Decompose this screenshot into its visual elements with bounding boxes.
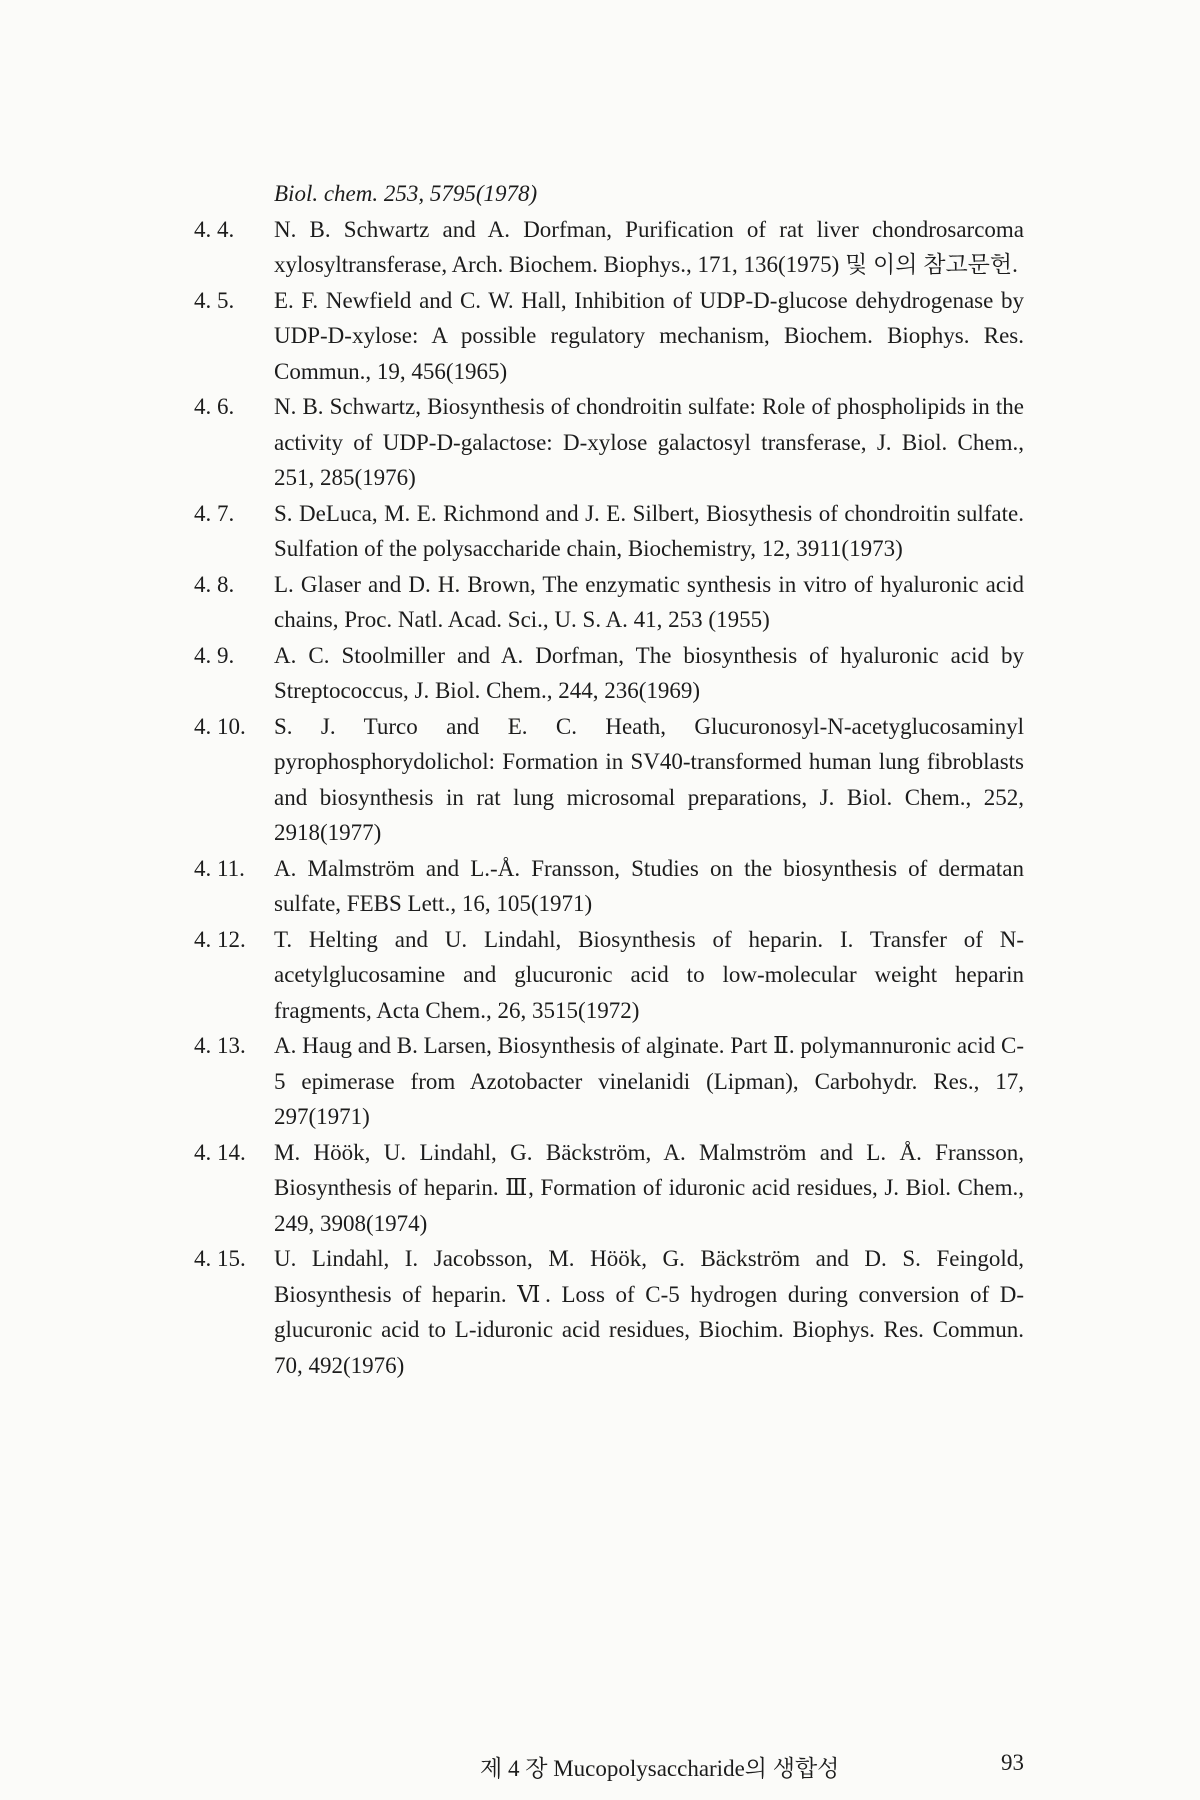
- reference-text: S. J. Turco and E. C. Heath, Glucuronosyl-N-acetyglucosaminyl pyrophosphorydolichol: Formation in SV40-transformed human lung fibroblasts and biosynthesis in rat lung microsomal preparations, J. Biol. Chem., 252, 2918(1977): [274, 713, 1024, 845]
- reference-item: [194, 1028, 1024, 1135]
- footer-title: Mucopolysaccharide의 생합성: [553, 1756, 840, 1781]
- reference-text: T. Helting and U. Lindahl, Biosynthesis of heparin. I. Transfer of N-acetylglucosamine and glucuronic acid to low-molecular weight heparin fragments, Acta Chem., 26, 3515(1972): [274, 926, 1024, 1023]
- reference-number: 4. 14.: [194, 1139, 246, 1165]
- reference-item: [194, 638, 1024, 709]
- reference-text: A. C. Stoolmiller and A. Dorfman, The biosynthesis of hyaluronic acid by Streptococcus, J. Biol. Chem., 244, 236(1969): [274, 642, 1024, 703]
- reference-number: 4. 11.: [194, 855, 245, 881]
- reference-text: L. Glaser and D. H. Brown, The enzymatic synthesis in vitro of hyaluronic acid chains, Proc. Natl. Acad. Sci., U. S. A. 41, 253 (1955): [274, 571, 1024, 632]
- reference-number: 4. 10.: [194, 713, 246, 739]
- reference-number: 4. 7.: [194, 500, 235, 526]
- reference-items: [194, 212, 1024, 1384]
- reference-item: [194, 851, 1024, 922]
- reference-item: [194, 1135, 1024, 1242]
- reference-item: [194, 567, 1024, 638]
- reference-text: U. Lindahl, I. Jacobsson, M. Höök, G. Bäckström and D. S. Feingold, Biosynthesis of heparin. Ⅵ. Loss of C-5 hydrogen during conversion of D-glucuronic acid to L-iduronic acid residues, Biochim. Biophys. Res. Commun. 70, 492(1976): [274, 1246, 1024, 1378]
- reference-item: [194, 389, 1024, 496]
- reference-number: 4. 9.: [194, 642, 235, 668]
- reference-text: S. DeLuca, M. E. Richmond and J. E. Silbert, Biosythesis of chondroitin sulfate. Sulfation of the polysaccharide chain, Biochemistry, 12, 3911(1973): [274, 500, 1024, 561]
- reference-continuation: Biol. chem. 253, 5795(1978): [274, 181, 538, 206]
- footer-chapter: 제 4 장: [480, 1756, 548, 1781]
- reference-item: [194, 212, 1024, 283]
- reference-number: 4. 4.: [194, 216, 235, 242]
- reference-text: A. Haug and B. Larsen, Biosynthesis of alginate. Part Ⅱ. polymannuronic acid C-5 epimerase from Azotobacter vinelanidi (Lipman), Carbohydr. Res., 17, 297(1971): [274, 1033, 1024, 1129]
- reference-list: [194, 176, 1024, 1383]
- reference-number: 4. 8.: [194, 571, 235, 597]
- reference-item: [194, 709, 1024, 851]
- reference-number: 4. 6.: [194, 394, 235, 419]
- reference-number: 4. 5.: [194, 287, 235, 313]
- reference-item: [194, 496, 1024, 567]
- reference-text: A. Malmström and L.-Å. Fransson, Studies on the biosynthesis of dermatan sulfate, FEBS Lett., 16, 105(1971): [274, 855, 1024, 916]
- reference-text: N. B. Schwartz and A. Dorfman, Purification of rat liver chondrosarcoma xylosyltransferase, Arch. Biochem. Biophys., 171, 136(1975) 및 이의 참고문헌.: [274, 216, 1024, 277]
- page-footer: [480, 1750, 1040, 1783]
- reference-text: M. Höök, U. Lindahl, G. Bäckström, A. Malmström and L. Å. Fransson, Biosynthesis of heparin. Ⅲ, Formation of iduronic acid residues, J. Biol. Chem., 249, 3908(1974): [274, 1139, 1024, 1236]
- reference-number: 4. 15.: [194, 1246, 246, 1271]
- reference-text: N. B. Schwartz, Biosynthesis of chondroitin sulfate: Role of phospholipids in the activity of UDP-D-galactose: D-xylose galactosyl transferase, J. Biol. Chem., 251, 285(1976): [274, 394, 1024, 490]
- reference-item: [194, 283, 1024, 390]
- reference-text: E. F. Newfield and C. W. Hall, Inhibition of UDP-D-glucose dehydrogenase by UDP-D-xylose: A possible regulatory mechanism, Biochem. Biophys. Res. Commun., 19, 456(1965): [274, 287, 1024, 384]
- reference-item: [194, 922, 1024, 1029]
- reference-number: 4. 12.: [194, 926, 246, 952]
- page-number: 93: [1001, 1750, 1024, 1775]
- reference-item: [194, 1241, 1024, 1383]
- reference-number: 4. 13.: [194, 1033, 246, 1058]
